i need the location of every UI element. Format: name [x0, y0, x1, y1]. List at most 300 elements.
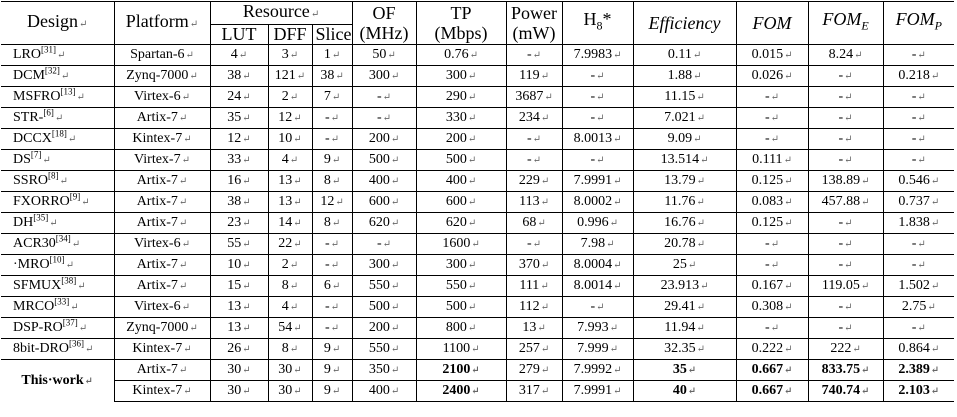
- paragraph-mark-icon: ↵: [242, 323, 251, 334]
- cell-tp-text: 1600: [442, 236, 471, 251]
- cell-fomp-text: 2.389: [898, 362, 930, 377]
- cell-fom: [736, 150, 808, 171]
- cell-h8-text: 8.0013: [573, 131, 613, 146]
- header-efficiency-text: Efficiency: [648, 12, 721, 33]
- cell-lut: [210, 150, 268, 171]
- paragraph-mark-icon: ↵: [471, 239, 480, 250]
- paragraph-mark-icon: ↵: [178, 260, 188, 271]
- header-fomp-text: FOM: [895, 9, 935, 30]
- cell-dff: [268, 276, 312, 297]
- cell-platform-text: Artix-7: [136, 215, 178, 230]
- cell-design-text: MSFRO: [13, 89, 61, 104]
- paragraph-mark-icon: ↵: [540, 197, 549, 208]
- paragraph-mark-icon: ↵: [532, 155, 542, 166]
- header-tp-text: TP: [450, 3, 472, 23]
- cell-of-text: 620: [368, 215, 390, 230]
- cell-of-text: 550: [368, 278, 390, 293]
- cell-dff-text: 121: [274, 68, 296, 83]
- paragraph-mark-icon: ↵: [596, 302, 605, 313]
- cell-fome-text: 833.75: [821, 362, 861, 377]
- cell-lut-text: 33: [227, 152, 242, 167]
- cell-h8-text: 7.9983: [573, 47, 613, 62]
- cell-design-text: FXORRO: [13, 194, 70, 209]
- cell-fome: [808, 129, 883, 150]
- paragraph-mark-icon: ↵: [700, 155, 709, 166]
- paragraph-mark-icon: ↵: [770, 92, 780, 103]
- cell-design: [1, 108, 114, 129]
- cell-design: [1, 339, 114, 360]
- paragraph-mark-icon: ↵: [181, 92, 190, 103]
- cell-h8-text: 8.0004: [573, 257, 613, 272]
- paragraph-mark-icon: ↵: [540, 365, 550, 376]
- paragraph-mark-icon: ↵: [242, 113, 251, 124]
- reference-citation: [36]: [69, 338, 84, 349]
- cell-design: [1, 255, 114, 276]
- paragraph-mark-icon: ↵: [70, 302, 79, 313]
- cell-fomp: [883, 108, 954, 129]
- paragraph-mark-icon: ↵: [178, 281, 188, 292]
- paragraph-mark-icon: ↵: [242, 344, 251, 355]
- cell-fome-text: 457.88: [821, 194, 861, 209]
- cell-of-text: 550: [368, 341, 390, 356]
- cell-lut: [210, 234, 268, 255]
- paragraph-mark-icon: ↵: [784, 218, 793, 229]
- cell-tp: [416, 360, 506, 381]
- cell-power: [506, 255, 562, 276]
- cell-fomp: [883, 192, 954, 213]
- cell-design-text: DCCX: [13, 131, 52, 146]
- cell-h8: [562, 129, 633, 150]
- cell-of: [352, 360, 416, 381]
- paragraph-mark-icon: ↵: [390, 365, 400, 376]
- cell-design: [1, 171, 114, 192]
- cell-of-text: 300: [368, 257, 390, 272]
- cell-this-work-text: This·work: [21, 372, 84, 388]
- paragraph-mark-icon: ↵: [544, 92, 553, 103]
- cell-lut: [210, 360, 268, 381]
- cell-efficiency-text: 7.021: [664, 110, 696, 125]
- paragraph-mark-icon: ↵: [540, 71, 549, 82]
- paragraph-mark-icon: ↵: [917, 323, 926, 334]
- paragraph-mark-icon: ↵: [390, 218, 400, 229]
- cell-efficiency: [633, 192, 736, 213]
- cell-lut-text: 24: [227, 89, 242, 104]
- header-power-unit: (mW): [512, 23, 556, 43]
- cell-fom-text: 0.026: [751, 68, 784, 83]
- cell-dff: [268, 192, 312, 213]
- cell-dff-text: 4: [281, 299, 289, 314]
- paragraph-mark-icon: ↵: [390, 281, 400, 292]
- paragraph-mark-icon: ↵: [927, 302, 936, 313]
- cell-design-text: STR-: [13, 110, 44, 125]
- paragraph-mark-icon: ↵: [289, 260, 299, 271]
- cell-fom: [736, 276, 808, 297]
- cell-fome-text: 8.24: [828, 47, 854, 62]
- paragraph-mark-icon: ↵: [540, 113, 550, 124]
- paragraph-mark-icon: ↵: [613, 176, 622, 187]
- paragraph-mark-icon: ↵: [293, 197, 302, 208]
- paragraph-mark-icon: ↵: [293, 323, 302, 334]
- cell-fome: [808, 360, 883, 381]
- cell-efficiency: [633, 297, 736, 318]
- cell-slice: [312, 213, 352, 234]
- cell-efficiency: [633, 234, 736, 255]
- cell-fom: [736, 171, 808, 192]
- cell-dff-text: 10: [278, 131, 293, 146]
- cell-platform-text: Zynq-7000: [126, 68, 189, 83]
- cell-dff-text: 3: [281, 47, 289, 62]
- cell-platform-text: Virtex-6: [134, 89, 181, 104]
- paragraph-mark-icon: ↵: [606, 239, 615, 250]
- paragraph-mark-icon: ↵: [181, 239, 190, 250]
- paragraph-mark-icon: ↵: [183, 344, 192, 355]
- cell-platform: [114, 234, 210, 255]
- cell-fomp: [883, 234, 954, 255]
- cell-lut: [210, 108, 268, 129]
- table-row: [1, 87, 954, 108]
- paragraph-mark-icon: ↵: [467, 260, 477, 271]
- cell-design: [1, 318, 114, 339]
- cell-efficiency-text: 16.76: [664, 215, 696, 230]
- paragraph-mark-icon: ↵: [242, 92, 251, 103]
- cell-fome: [808, 234, 883, 255]
- cell-design: [1, 213, 114, 234]
- cell-platform: [114, 360, 210, 381]
- cell-h8-text: -: [590, 89, 596, 104]
- paragraph-mark-icon: ↵: [467, 134, 477, 145]
- cell-fom-text: 0.083: [751, 194, 784, 209]
- cell-of: [352, 318, 416, 339]
- cell-of: [352, 276, 416, 297]
- paragraph-mark-icon: ↵: [331, 344, 341, 355]
- cell-fomp-text: 0.864: [898, 341, 930, 356]
- cell-fome-text: 222: [830, 341, 852, 356]
- paragraph-mark-icon: ↵: [770, 134, 780, 145]
- paragraph-mark-icon: ↵: [844, 92, 853, 103]
- cell-slice-text: -: [324, 320, 330, 335]
- cell-fom-text: -: [765, 110, 770, 125]
- cell-h8: [562, 297, 633, 318]
- paragraph-mark-icon: ↵: [467, 155, 477, 166]
- header-fom: [736, 2, 808, 45]
- cell-platform-text: Artix-7: [136, 257, 178, 272]
- paragraph-mark-icon: ↵: [471, 386, 480, 397]
- paragraph-mark-icon: ↵: [700, 281, 709, 292]
- cell-platform-text: Kintex-7: [132, 131, 183, 146]
- cell-fome: [808, 66, 883, 87]
- paragraph-mark-icon: ↵: [293, 113, 302, 124]
- paragraph-mark-icon: ↵: [296, 71, 306, 82]
- cell-power-text: 370: [518, 257, 540, 272]
- paragraph-mark-icon: ↵: [784, 50, 793, 61]
- cell-dff-text: 8: [281, 278, 289, 293]
- cell-h8-text: 7.9991: [573, 173, 613, 188]
- paragraph-mark-icon: ↵: [696, 302, 705, 313]
- cell-fom: [736, 381, 808, 402]
- cell-slice: [312, 108, 352, 129]
- cell-power: [506, 66, 562, 87]
- paragraph-mark-icon: ↵: [390, 134, 400, 145]
- cell-fomp-text: 1.838: [898, 215, 930, 230]
- cell-lut: [210, 129, 268, 150]
- paragraph-mark-icon: ↵: [784, 344, 793, 355]
- cell-of: [352, 339, 416, 360]
- paragraph-mark-icon: ↵: [467, 92, 477, 103]
- reference-citation: [35]: [33, 212, 49, 223]
- cell-dff-text: 22: [278, 236, 293, 251]
- cell-platform: [114, 66, 210, 87]
- cell-tp-text: 400: [445, 173, 467, 188]
- cell-lut-text: 4: [230, 47, 238, 62]
- cell-platform: [114, 150, 210, 171]
- paragraph-mark-icon: ↵: [613, 386, 622, 397]
- header-design: [1, 2, 114, 45]
- cell-fomp: [883, 339, 954, 360]
- paragraph-mark-icon: ↵: [861, 197, 870, 208]
- cell-lut-text: 15: [227, 278, 242, 293]
- cell-slice-text: 8: [323, 173, 331, 188]
- cell-slice: [312, 255, 352, 276]
- cell-lut: [210, 171, 268, 192]
- paragraph-mark-icon: ↵: [844, 239, 853, 250]
- cell-dff: [268, 129, 312, 150]
- paragraph-mark-icon: ↵: [293, 218, 302, 229]
- cell-power: [506, 192, 562, 213]
- cell-tp: [416, 381, 506, 402]
- paragraph-mark-icon: ↵: [860, 281, 870, 292]
- reference-citation: [7]: [30, 149, 42, 160]
- cell-slice-text: 12: [320, 194, 335, 209]
- cell-fom: [736, 45, 808, 66]
- reference-citation: [31]: [41, 44, 56, 55]
- cell-dff: [268, 297, 312, 318]
- header-slice: Slice: [312, 25, 352, 45]
- paragraph-mark-icon: ↵: [613, 50, 622, 61]
- cell-platform: [114, 87, 210, 108]
- paragraph-mark-icon: ↵: [770, 239, 780, 250]
- paragraph-mark-icon: ↵: [930, 197, 940, 208]
- cell-fomp-text: 2.75: [901, 299, 927, 314]
- paragraph-mark-icon: ↵: [242, 281, 251, 292]
- cell-fomp-text: 1.502: [898, 278, 930, 293]
- cell-tp: [416, 108, 506, 129]
- cell-design-text: LRO: [13, 47, 41, 62]
- cell-h8-text: 8.0002: [573, 194, 613, 209]
- cell-slice-text: 1: [323, 47, 331, 62]
- cell-efficiency-text: 35: [672, 362, 687, 377]
- cell-slice: [312, 66, 352, 87]
- cell-fom-text: -: [765, 320, 770, 335]
- paragraph-mark-icon: ↵: [930, 386, 940, 397]
- cell-tp: [416, 276, 506, 297]
- cell-of: [352, 381, 416, 402]
- cell-platform-text: Virtex-7: [134, 152, 181, 167]
- table-row: [1, 297, 954, 318]
- comparison-table-container: [1, 1, 954, 402]
- cell-fomp-text: 0.218: [898, 68, 930, 83]
- header-h8: [562, 2, 633, 45]
- cell-power: [506, 108, 562, 129]
- cell-dff: [268, 255, 312, 276]
- cell-fomp: [883, 255, 954, 276]
- paragraph-mark-icon: ↵: [382, 92, 392, 103]
- paragraph-mark-icon: ↵: [390, 260, 400, 271]
- paragraph-mark-icon: ↵: [242, 365, 251, 376]
- paragraph-mark-icon: ↵: [784, 386, 793, 397]
- paragraph-mark-icon: ↵: [917, 239, 926, 250]
- paragraph-mark-icon: ↵: [57, 50, 66, 61]
- cell-lut: [210, 255, 268, 276]
- cell-lut-text: 13: [227, 320, 242, 335]
- paragraph-mark-icon: ↵: [596, 113, 605, 124]
- header-tp-unit: (Mbps): [434, 23, 488, 43]
- cell-platform: [114, 255, 210, 276]
- cell-power: [506, 339, 562, 360]
- cell-of-text: 300: [368, 68, 390, 83]
- cell-platform-text: Artix-7: [136, 110, 178, 125]
- cell-slice: [312, 339, 352, 360]
- cell-dff-text: 2: [281, 257, 289, 272]
- cell-efficiency-text: 0.11: [667, 47, 692, 62]
- cell-platform: [114, 381, 210, 402]
- paragraph-mark-icon: ↵: [540, 260, 550, 271]
- cell-fome-text: -: [838, 89, 844, 104]
- cell-efficiency: [633, 66, 736, 87]
- cell-dff-text: 30: [278, 383, 293, 398]
- header-h8-sub: 8: [596, 18, 603, 33]
- cell-platform: [114, 339, 210, 360]
- cell-platform: [114, 276, 210, 297]
- cell-dff: [268, 150, 312, 171]
- cell-fom: [736, 360, 808, 381]
- paragraph-mark-icon: ↵: [696, 176, 705, 187]
- paragraph-mark-icon: ↵: [390, 176, 400, 187]
- cell-platform-text: Zynq-7000: [126, 320, 189, 335]
- cell-dff: [268, 45, 312, 66]
- table-row: [1, 339, 954, 360]
- paragraph-mark-icon: ↵: [293, 386, 302, 397]
- table-row: [1, 66, 954, 87]
- cell-dff-text: 30: [278, 362, 293, 377]
- paragraph-mark-icon: ↵: [330, 323, 340, 334]
- paragraph-mark-icon: ↵: [596, 155, 605, 166]
- cell-slice-text: 9: [323, 341, 331, 356]
- cell-slice: [312, 381, 352, 402]
- paragraph-mark-icon: ↵: [330, 113, 340, 124]
- paragraph-mark-icon: ↵: [81, 197, 90, 208]
- paragraph-mark-icon: ↵: [930, 281, 940, 292]
- cell-of: [352, 108, 416, 129]
- cell-design: [1, 192, 114, 213]
- cell-tp-text: 1100: [442, 341, 471, 356]
- paragraph-mark-icon: ↵: [181, 302, 190, 313]
- cell-fome-text: 138.89: [821, 173, 861, 188]
- cell-tp: [416, 129, 506, 150]
- cell-tp: [416, 318, 506, 339]
- header-fome-sub: E: [861, 18, 869, 33]
- paragraph-mark-icon: ↵: [85, 344, 94, 355]
- cell-tp-text: 620: [445, 215, 467, 230]
- cell-dff-text: 8: [281, 341, 289, 356]
- paragraph-mark-icon: ↵: [331, 50, 341, 61]
- paragraph-mark-icon: ↵: [330, 260, 340, 271]
- paragraph-mark-icon: ↵: [76, 92, 85, 103]
- cell-power: [506, 213, 562, 234]
- paragraph-mark-icon: ↵: [289, 344, 299, 355]
- header-power-text: Power: [511, 3, 558, 23]
- paragraph-mark-icon: ↵: [930, 344, 940, 355]
- cell-efficiency-text: 23.913: [660, 278, 700, 293]
- cell-slice-text: -: [324, 131, 330, 146]
- cell-fom-text: 0.125: [751, 215, 784, 230]
- cell-dff-text: 13: [278, 194, 293, 209]
- cell-power: [506, 360, 562, 381]
- reference-citation: [6]: [43, 107, 54, 118]
- reference-citation: [33]: [54, 296, 70, 307]
- paragraph-mark-icon: ↵: [596, 92, 605, 103]
- header-power: [506, 2, 562, 45]
- paragraph-mark-icon: ↵: [540, 386, 550, 397]
- cell-fome: [808, 297, 883, 318]
- cell-power-text: -: [527, 152, 532, 167]
- cell-platform-text: Virtex-6: [134, 299, 181, 314]
- cell-h8: [562, 87, 633, 108]
- cell-design-text: ACR30: [13, 236, 56, 251]
- paragraph-mark-icon: ↵: [331, 176, 341, 187]
- paragraph-mark-icon: ↵: [532, 50, 542, 61]
- table-header: [1, 2, 954, 45]
- paragraph-mark-icon: ↵: [540, 176, 550, 187]
- paragraph-mark-icon: ↵: [532, 239, 542, 250]
- cell-fome-text: -: [838, 320, 844, 335]
- paragraph-mark-icon: ↵: [613, 281, 622, 292]
- paragraph-mark-icon: ↵: [242, 155, 251, 166]
- paragraph-mark-icon: ↵: [467, 71, 477, 82]
- cell-lut-text: 55: [227, 236, 242, 251]
- reference-citation: [9]: [69, 191, 81, 202]
- paragraph-mark-icon: ↵: [844, 218, 853, 229]
- paragraph-mark-icon: ↵: [331, 386, 341, 397]
- cell-h8: [562, 381, 633, 402]
- cell-fom-text: 0.667: [751, 383, 784, 398]
- cell-fom-text: 0.015: [751, 47, 784, 62]
- paragraph-mark-icon: ↵: [331, 92, 341, 103]
- cell-tp: [416, 45, 506, 66]
- paragraph-mark-icon: ↵: [696, 344, 705, 355]
- paragraph-mark-icon: ↵: [242, 71, 251, 82]
- cell-design-text: 8bit-DRO: [13, 341, 69, 356]
- paragraph-mark-icon: ↵: [387, 50, 396, 61]
- cell-dff-text: 54: [278, 320, 293, 335]
- cell-fom: [736, 129, 808, 150]
- paragraph-mark-icon: ↵: [60, 71, 70, 82]
- cell-dff: [268, 108, 312, 129]
- cell-of: [352, 297, 416, 318]
- cell-design-text: DH: [13, 215, 34, 230]
- header-fomp-sub: P: [934, 18, 942, 33]
- cell-power: [506, 87, 562, 108]
- paragraph-mark-icon: ↵: [540, 281, 549, 292]
- paragraph-mark-icon: ↵: [78, 323, 88, 334]
- table-row: [1, 213, 954, 234]
- reference-citation: [18]: [51, 128, 67, 139]
- cell-fome: [808, 192, 883, 213]
- paragraph-mark-icon: ↵: [189, 19, 199, 30]
- cell-fom-text: -: [765, 131, 770, 146]
- paragraph-mark-icon: ↵: [696, 218, 705, 229]
- cell-power: [506, 45, 562, 66]
- cell-power-text: -: [527, 131, 532, 146]
